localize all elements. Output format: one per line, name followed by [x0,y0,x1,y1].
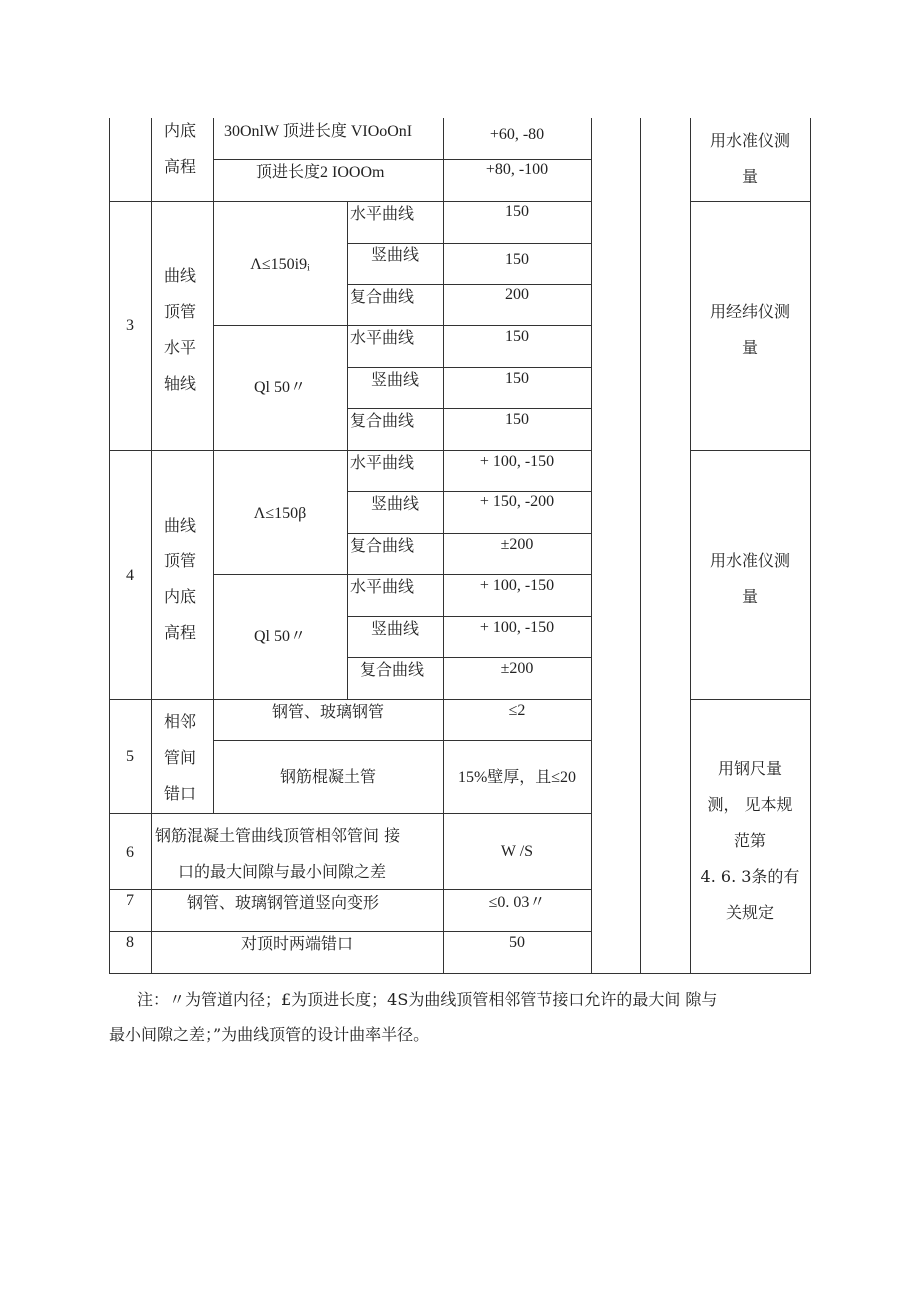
row3-line-a [347,243,591,244]
row4-line-c [213,574,591,575]
row4-method-line2: 量 [741,587,758,606]
row6-item-line2: 口的最大间隙与最小间隙之差 [178,862,387,881]
row3-line-c [213,325,591,326]
row3-type-1: 水平曲线 [350,204,415,223]
row-line-3-method [690,201,811,202]
table-border-right [810,118,811,974]
row7-number: 7 [126,892,134,909]
row4-item-line3: 内底 [164,587,197,606]
row3-val-4: 150 [505,328,529,345]
row-line-4-method [690,450,811,451]
col-divider-check2 [640,118,641,974]
row6-val: W /S [500,843,534,860]
row4-method-line1: 用水准仪测 [709,551,790,570]
row5-number: 5 [126,748,134,765]
row2-item-line1: 内底 [164,121,197,140]
row4-val-5: + 100, -150 [479,619,555,636]
row5-item-line3: 错口 [164,784,197,803]
method-shared-line4: 4. 6. 3条的有 [700,867,800,886]
row3-val-3: 200 [505,286,529,303]
row2-sub2: 顶进长度2 IOOOm [256,164,385,181]
row-line-8 [109,931,591,932]
row3-val-1: 150 [505,203,529,220]
row-line-6 [109,813,591,814]
row5-val1: ≤2 [508,702,526,719]
row5-val2: 15%壁厚，且≤20 [457,769,577,786]
row4-val-1: + 100, -150 [479,453,555,470]
row-line-7 [109,889,591,890]
row2-item-line2: 高程 [164,157,197,176]
row4-type-2: 竖曲线 [371,494,420,513]
row3-method-line2: 量 [741,338,758,357]
row4-cond2: Ql 50〃 [253,628,306,645]
row4-val-6: ±200 [500,660,534,677]
row8-number: 8 [126,934,134,951]
row4-val-3: ±200 [500,536,534,553]
row8-val: 50 [509,934,525,951]
footnote-line2: 最小间隙之差；”为曲线顶管的设计曲率半径。 [109,1025,430,1044]
method-shared-line3: 范第 [733,831,766,850]
row3-item-line1: 曲线 [164,266,197,285]
row4-item-line4: 高程 [164,623,197,642]
row3-type-3: 复合曲线 [350,287,415,306]
row8-item: 对顶时两端错口 [240,934,353,953]
row3-number: 3 [126,317,134,334]
col-divider-no [151,118,152,974]
row7-val: ≤0. 03〃 [488,894,546,911]
row5-inner-line [213,740,591,741]
table-border-bottom [109,973,811,974]
row4-val-2: + 150, -200 [479,493,555,510]
row3-val-5: 150 [505,370,529,387]
row3-cond1: Λ≤150i9ᵢ [250,256,310,273]
method-shared-line2: 测， 见本规 [707,795,793,814]
row3-type-5: 竖曲线 [371,370,420,389]
row-line-5-method [690,699,811,700]
row4-type-4: 水平曲线 [350,577,415,596]
method-shared-line1: 用钢尺量 [717,759,782,778]
row5-sub1: 钢管、玻璃钢管 [271,702,384,721]
row3-item-line4: 轴线 [164,374,197,393]
row5-item-line1: 相邻 [164,712,197,731]
row2-method-line1: 用水准仪测 [709,131,790,150]
row3-val-2: 150 [505,251,529,268]
row4-item-line1: 曲线 [164,516,197,535]
row2-val2: +80, -100 [485,161,549,178]
method-shared-line5: 关规定 [725,903,774,922]
row2-sub1: 30OnlW 顶进长度 VIOoOnI [224,123,413,140]
row2-val1: +60, -80 [489,126,545,143]
row4-val-4: + 100, -150 [479,577,555,594]
row4-type-1: 水平曲线 [350,453,415,472]
row4-type-6: 复合曲线 [360,660,425,679]
row4-line-d [347,616,591,617]
row5-sub2: 钢筋棍凝土管 [279,767,376,786]
row6-item-line1: 钢筋混凝土管曲线顶管相邻管间 接 [155,826,401,845]
row4-number: 4 [126,567,134,584]
row4-line-e [347,657,591,658]
row-line-4 [109,450,591,451]
row3-val-6: 150 [505,411,529,428]
row3-item-line2: 顶管 [164,302,197,321]
col-divider-check1 [591,118,592,974]
row2-method-line2: 量 [741,167,758,186]
row3-cond2: Ql 50〃 [253,379,306,396]
row-line-5 [109,699,591,700]
row5-item-line2: 管间 [164,748,197,767]
row6-number: 6 [126,844,134,861]
row3-type-4: 水平曲线 [350,328,415,347]
row4-item-line2: 顶管 [164,551,197,570]
row7-item: 钢管、玻璃钢管道竖向变形 [187,893,380,912]
row3-line-d [347,367,591,368]
row4-cond1: Λ≤150β [253,505,307,522]
row4-type-3: 复合曲线 [350,536,415,555]
row3-type-2: 竖曲线 [371,245,420,264]
row3-item-line3: 水平 [164,338,197,357]
row3-method-line1: 用经纬仪测 [709,302,790,321]
footnote-line1: 注：〃为管道内径；£为顶进长度；4S为曲线顶管相邻管节接口允许的最大间 隙与 [137,990,718,1009]
row3-type-6: 复合曲线 [350,411,415,430]
row3-line-e [347,408,591,409]
row4-line-b [347,533,591,534]
row4-type-5: 竖曲线 [371,619,420,638]
